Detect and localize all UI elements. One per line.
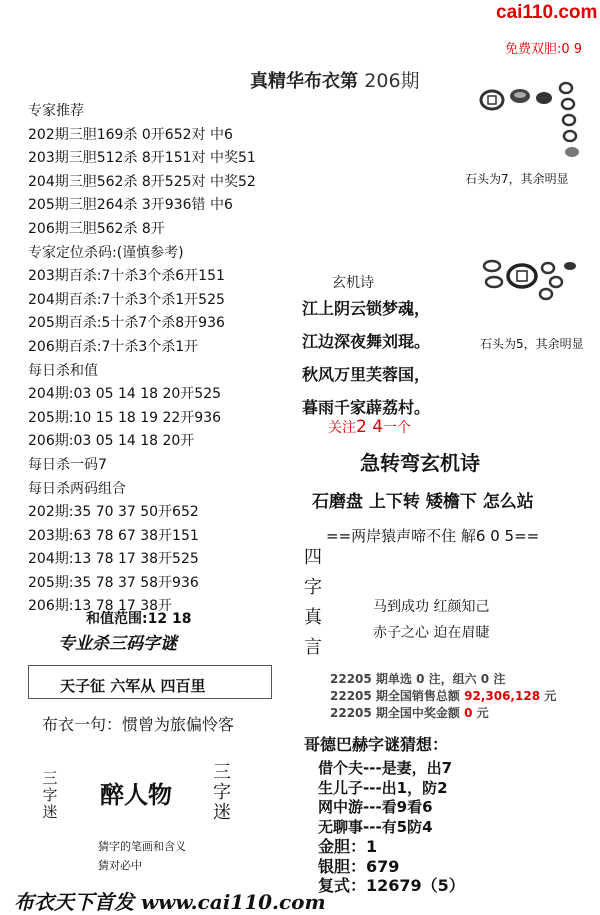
motto-line: 马到成功 红颜知己 bbox=[373, 599, 490, 615]
follow-numbers: 2 4 bbox=[356, 417, 384, 437]
hint-line: 猜字的笔画和含义 bbox=[98, 840, 186, 853]
left-line: 205期百杀:5十杀7个杀8开936 bbox=[28, 315, 225, 332]
follow-suffix: 一个 bbox=[383, 420, 412, 436]
vertical-label-left: 三字迷 bbox=[42, 769, 58, 821]
left-line: 206期百杀:7十杀3个杀1开 bbox=[28, 338, 199, 355]
vertical-label-right: 三字迷 bbox=[213, 762, 231, 823]
left-line: 206期三胆562杀 8开 bbox=[28, 220, 165, 237]
stat-value: 92,306,128 bbox=[464, 689, 541, 703]
coin-stone-image-bottom bbox=[478, 258, 600, 313]
side-caption: 石头为5，其余明显 bbox=[480, 337, 584, 351]
section-title-turn-poem: 急转弯玄机诗 bbox=[360, 451, 480, 475]
guess-line: 网中游---看9看6 bbox=[318, 798, 433, 816]
left-line: 205期:10 15 18 19 22开936 bbox=[28, 409, 222, 426]
page-title bbox=[250, 66, 420, 93]
stat-line-prize bbox=[330, 704, 489, 721]
guess-line: 银胆：679 bbox=[318, 856, 400, 876]
left-line: 专家推荐 bbox=[28, 103, 84, 119]
stat-line-sales bbox=[330, 687, 556, 704]
four-char-motto-label: 四字真言 bbox=[304, 547, 322, 658]
left-line: 205期:35 78 37 58开936 bbox=[28, 574, 199, 591]
left-line: 206期:13 78 17 38开 bbox=[28, 598, 173, 615]
free-pick: 免费双胆:0 9 bbox=[505, 42, 583, 57]
left-line: 204期三胆562杀 8开525对 中奖52 bbox=[28, 173, 256, 190]
poem bbox=[302, 292, 430, 424]
ape-line: ==两岸猿声啼不住 解6 0 5== bbox=[326, 527, 540, 545]
left-line: 每日杀一码7 bbox=[28, 456, 107, 473]
left-line: 203期百杀:7十杀3个杀6开151 bbox=[28, 268, 225, 285]
guess-list bbox=[318, 759, 465, 896]
guess-line: 金胆：1 bbox=[318, 837, 378, 856]
poem-line: 暮雨千家薜荔村。 bbox=[302, 398, 431, 417]
riddle-line: 天子征 六军从 四百里 bbox=[60, 677, 206, 695]
millstone-riddle: 石磨盘 上下转 矮檐下 怎么站 bbox=[312, 492, 534, 512]
left-line: 204期百杀:7十杀3个杀1开525 bbox=[28, 291, 225, 308]
left-line: 202期三胆169杀 0开652对 中6 bbox=[28, 126, 233, 143]
goldbach-title: 哥德巴赫字谜猜想： bbox=[304, 735, 449, 754]
poem-title: 玄机诗 bbox=[332, 275, 374, 291]
follow-note bbox=[328, 417, 411, 437]
title-issue: 206期 bbox=[364, 70, 420, 92]
site-logo[interactable]: cai110.com bbox=[496, 2, 598, 23]
drunk-riddle: 醉人物 bbox=[100, 781, 172, 809]
guess-line: 生儿子---出1，防2 bbox=[318, 778, 448, 797]
title-text: 真精华布衣第 bbox=[250, 71, 358, 92]
motto-line: 赤子之心 迫在眉睫 bbox=[373, 625, 490, 641]
follow-prefix: 关注 bbox=[328, 420, 356, 436]
poem-line: 江上阴云锁梦魂， bbox=[302, 299, 431, 318]
left-line: 205期三胆264杀 3开936错 中6 bbox=[28, 197, 233, 214]
left-line: 204期:13 78 17 38开525 bbox=[28, 551, 199, 568]
guess-line: 无聊事---有5防4 bbox=[318, 817, 433, 836]
side-caption: 石头为7，其余明显 bbox=[465, 172, 569, 186]
left-line: 206期:03 05 14 18 20开 bbox=[28, 433, 195, 450]
guess-line: 借个夫---是妻，出7 bbox=[318, 759, 453, 777]
footer-banner[interactable]: 布衣天下首发 www.cai110.com bbox=[14, 890, 326, 914]
guess-line: 复式：12679（5） bbox=[318, 876, 465, 895]
left-line: 204期:03 05 14 18 20开525 bbox=[28, 386, 222, 403]
left-column bbox=[28, 100, 256, 619]
left-line: 专家定位杀码:(谨慎参考) bbox=[28, 244, 184, 261]
left-line: 203期三胆512杀 8开151对 中奖51 bbox=[28, 150, 256, 167]
poem-line: 秋风万里芙蓉国， bbox=[302, 365, 431, 384]
coin-stone-image-top bbox=[478, 78, 600, 163]
section-title-kill-three: 专业杀三码字谜 bbox=[58, 634, 177, 654]
left-line: 203期:63 78 67 38开151 bbox=[28, 527, 199, 544]
stat-unit: 元 bbox=[544, 689, 557, 703]
stat-label: 22205 期全国销售总额 bbox=[330, 689, 460, 703]
stat-value: 0 bbox=[464, 706, 473, 720]
left-line: 每日杀和值 bbox=[28, 362, 98, 379]
left-line: 每日杀两码组合 bbox=[28, 480, 126, 497]
stat-unit: 元 bbox=[476, 706, 489, 720]
sum-range: 和值范围:12 18 bbox=[86, 611, 192, 627]
left-line: 202期:35 70 37 50开652 bbox=[28, 504, 199, 521]
one-line-riddle: 布衣一句：惯曾为旅偏怜客 bbox=[42, 715, 235, 734]
poem-line: 江边深夜舞刘琨。 bbox=[302, 332, 431, 351]
hint-line: 猜对必中 bbox=[98, 859, 142, 872]
stat-label: 22205 期全国中奖金额 bbox=[330, 706, 460, 720]
stat-line: 22205 期单选 0 注，组六 0 注 bbox=[330, 672, 506, 686]
